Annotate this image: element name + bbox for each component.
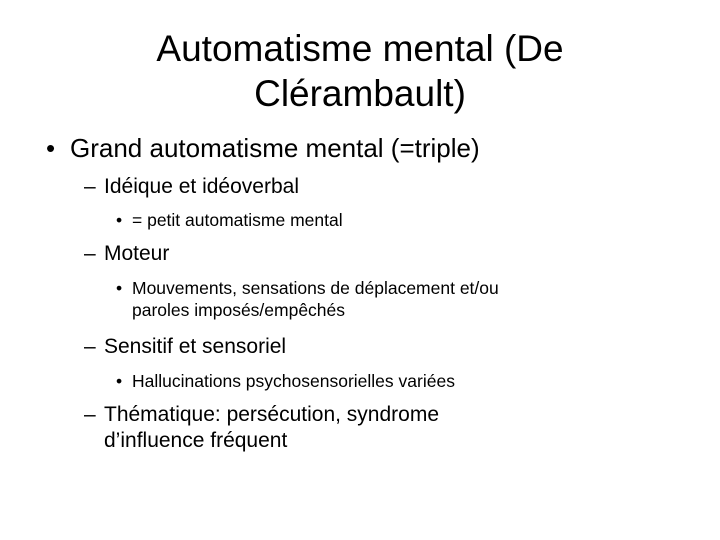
subsubbullet-level3 bbox=[116, 209, 686, 231]
subsubbullet-text-line-1: Mouvements, sensations de déplacement et/ou bbox=[132, 278, 499, 298]
dash-marker: – bbox=[84, 403, 96, 426]
title-line-2: Clérambault) bbox=[254, 73, 466, 114]
bullet-marker: • bbox=[116, 371, 123, 391]
bullet-marker: • bbox=[46, 133, 56, 163]
dash-marker: – bbox=[84, 242, 96, 265]
bullet-text: Grand automatisme mental (=triple) bbox=[70, 133, 480, 163]
subbullet-text-line-2: d’influence fréquent bbox=[104, 429, 288, 452]
dash-marker: – bbox=[84, 175, 96, 198]
subbullet-text: Sensitif et sensoriel bbox=[104, 335, 287, 358]
subbullet-text: Idéique et idéoverbal bbox=[104, 175, 299, 198]
subsubbullet-text: = petit automatisme mental bbox=[132, 210, 343, 230]
subsubbullet-text-line-2: paroles imposés/empêchés bbox=[132, 300, 346, 320]
dash-marker: – bbox=[84, 335, 96, 358]
subbullet-level2 bbox=[84, 402, 684, 454]
bullet-level1 bbox=[46, 132, 686, 164]
subbullet-text: Moteur bbox=[104, 242, 170, 265]
subbullet-level2 bbox=[84, 174, 684, 200]
bullet-marker: • bbox=[116, 210, 123, 230]
subsubbullet-level3 bbox=[116, 277, 696, 321]
bullet-marker: • bbox=[116, 278, 123, 298]
title-line-1: Automatisme mental (De bbox=[156, 28, 564, 69]
subsubbullet-level3 bbox=[116, 370, 686, 392]
subbullet-level2 bbox=[84, 241, 684, 267]
subbullet-level2 bbox=[84, 334, 684, 360]
slide-title bbox=[60, 26, 660, 116]
subsubbullet-text: Hallucinations psychosensorielles variées bbox=[132, 371, 455, 391]
subbullet-text-line-1: Thématique: persécution, syndrome bbox=[104, 403, 440, 426]
